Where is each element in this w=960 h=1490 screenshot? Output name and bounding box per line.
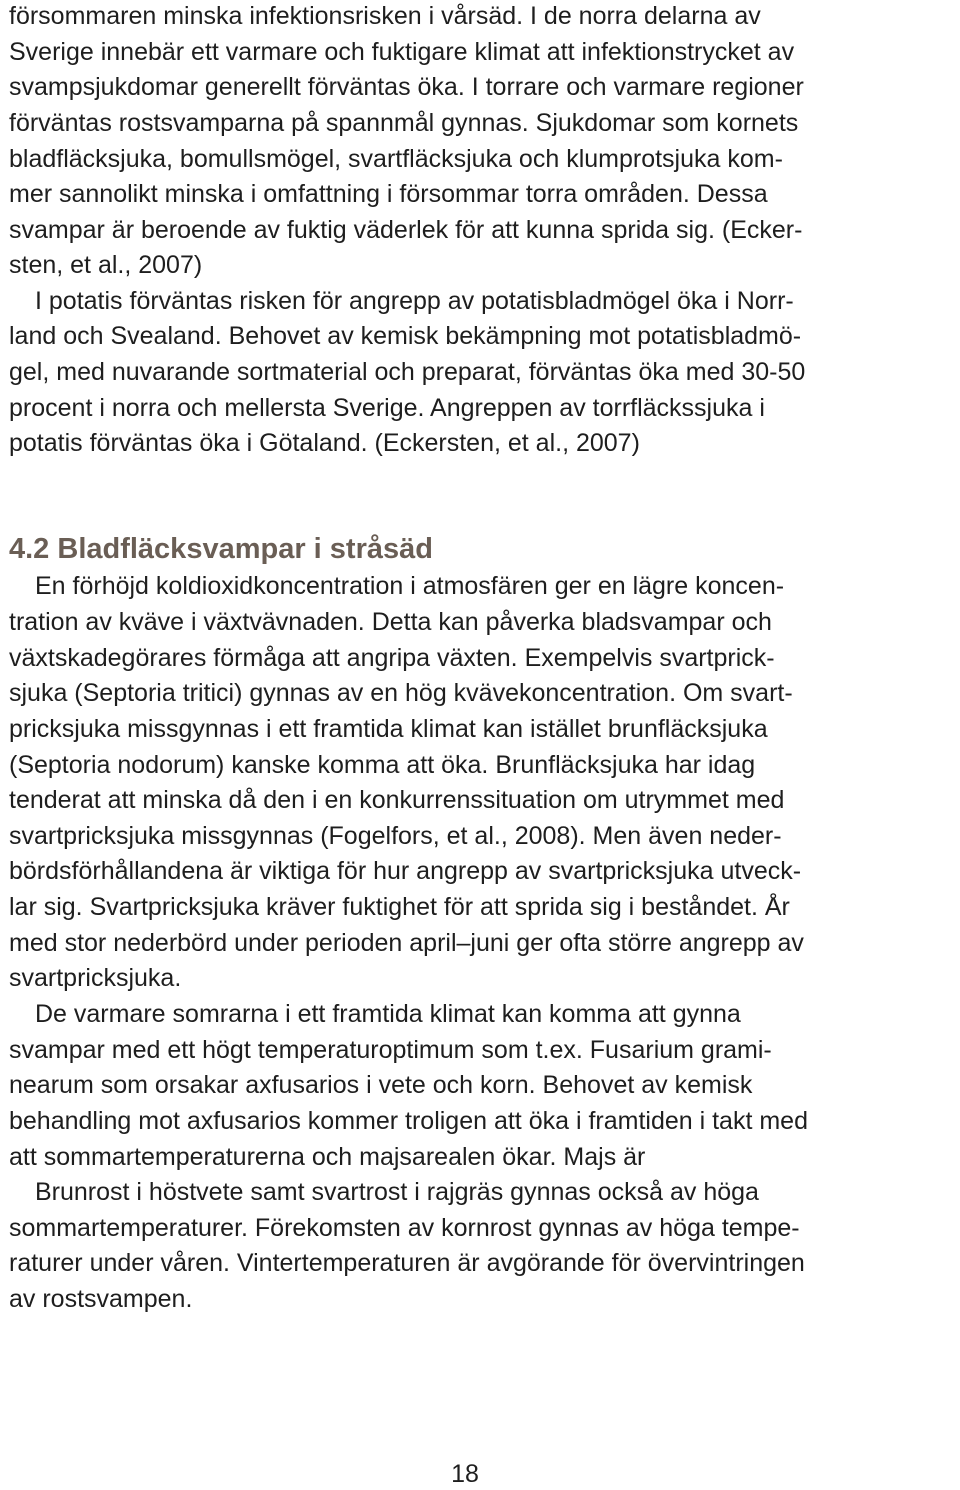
- paragraph-line: svampar med ett högt temperaturoptimum som t.ex. Fusarium grami-: [9, 1036, 772, 1064]
- paragraph-line: lar sig. Svartpricksjuka kräver fuktighet för att sprida sig i beståndet. År: [9, 893, 790, 921]
- paragraph-line: procent i norra och mellersta Sverige. Angreppen av torrfläckssjuka i: [9, 394, 765, 422]
- paragraph-line: (Septoria nodorum) kanske komma att öka. Brunfläcksjuka har idag: [9, 751, 756, 779]
- paragraph-line: bördsförhållandena är viktiga för hur angrepp av svartpricksjuka utveck-: [9, 857, 802, 885]
- paragraph-line: sommartemperaturer. Förekomsten av kornrost gynnas av höga tempe-: [9, 1214, 800, 1242]
- paragraph-line: svampsjukdomar generellt förväntas öka. I torrare och varmare regioner: [9, 73, 804, 101]
- paragraph-line: försommaren minska infektionsrisken i vårsäd. I de norra delarna av: [9, 2, 761, 30]
- paragraph-line: av rostsvampen.: [9, 1285, 193, 1313]
- paragraph-line: raturer under våren. Vintertemperaturen är avgörande för övervintringen: [9, 1249, 805, 1277]
- paragraph-line: pricksjuka missgynnas i ett framtida klimat kan istället brunfläcksjuka: [9, 715, 768, 743]
- paragraph-line: Brunrost i höstvete samt svartrost i rajgräs gynnas också av höga: [35, 1178, 759, 1206]
- paragraph-line: sten, et al., 2007): [9, 251, 203, 279]
- paragraph-line: behandling mot axfusarios kommer troligen att öka i framtiden i takt med: [9, 1107, 808, 1135]
- paragraph-line: I potatis förväntas risken för angrepp av potatisbladmögel öka i Norr-: [35, 287, 794, 315]
- paragraph-line: att sommartemperaturerna och majsarealen ökar. Majs är: [9, 1143, 646, 1171]
- paragraph-line: tenderat att minska då den i en konkurrenssituation om utrymmet med: [9, 786, 785, 814]
- paragraph-line: bladfläcksjuka, bomullsmögel, svartfläcksjuka och klumprotsjuka kom-: [9, 145, 783, 173]
- paragraph-line: svartpricksjuka.: [9, 964, 182, 992]
- paragraph-line: tration av kväve i växtvävnaden. Detta kan påverka bladsvampar och: [9, 608, 772, 636]
- paragraph-line: sjuka (Septoria tritici) gynnas av en hög kvävekoncentration. Om svart-: [9, 679, 793, 707]
- paragraph-line: växtskadegörares förmåga att angripa växten. Exempelvis svartprick-: [9, 644, 775, 672]
- paragraph-line: mer sannolikt minska i omfattning i försommar torra områden. Dessa: [9, 180, 768, 208]
- paragraph-line: med stor nederbörd under perioden april–juni ger ofta större angrepp av: [9, 929, 804, 957]
- paragraph-line: De varmare somrarna i ett framtida klimat kan komma att gynna: [35, 1000, 741, 1028]
- paragraph-line: potatis förväntas öka i Götaland. (Eckersten, et al., 2007): [9, 429, 640, 457]
- paragraph-line: nearum som orsakar axfusarios i vete och korn. Behovet av kemisk: [9, 1071, 753, 1099]
- paragraph-line: förväntas rostsvamparna på spannmål gynnas. Sjukdomar som kornets: [9, 109, 799, 137]
- paragraph-line: Sverige innebär ett varmare och fuktigare klimat att infektionstrycket av: [9, 38, 795, 66]
- paragraph-line: svartpricksjuka missgynnas (Fogelfors, et al., 2008). Men även neder-: [9, 822, 782, 850]
- page-number: 18: [451, 1460, 479, 1488]
- section-heading: 4.2 Bladfläcksvampar i stråsäd: [9, 533, 433, 565]
- paragraph-line: land och Svealand. Behovet av kemisk bekämpning mot potatisbladmö-: [9, 322, 802, 350]
- paragraph-line: En förhöjd koldioxidkoncentration i atmosfären ger en lägre koncen-: [35, 572, 785, 600]
- paragraph-line: gel, med nuvarande sortmaterial och preparat, förväntas öka med 30-50: [9, 358, 806, 386]
- paragraph-line: svampar är beroende av fuktig väderlek för att kunna sprida sig. (Ecker-: [9, 216, 803, 244]
